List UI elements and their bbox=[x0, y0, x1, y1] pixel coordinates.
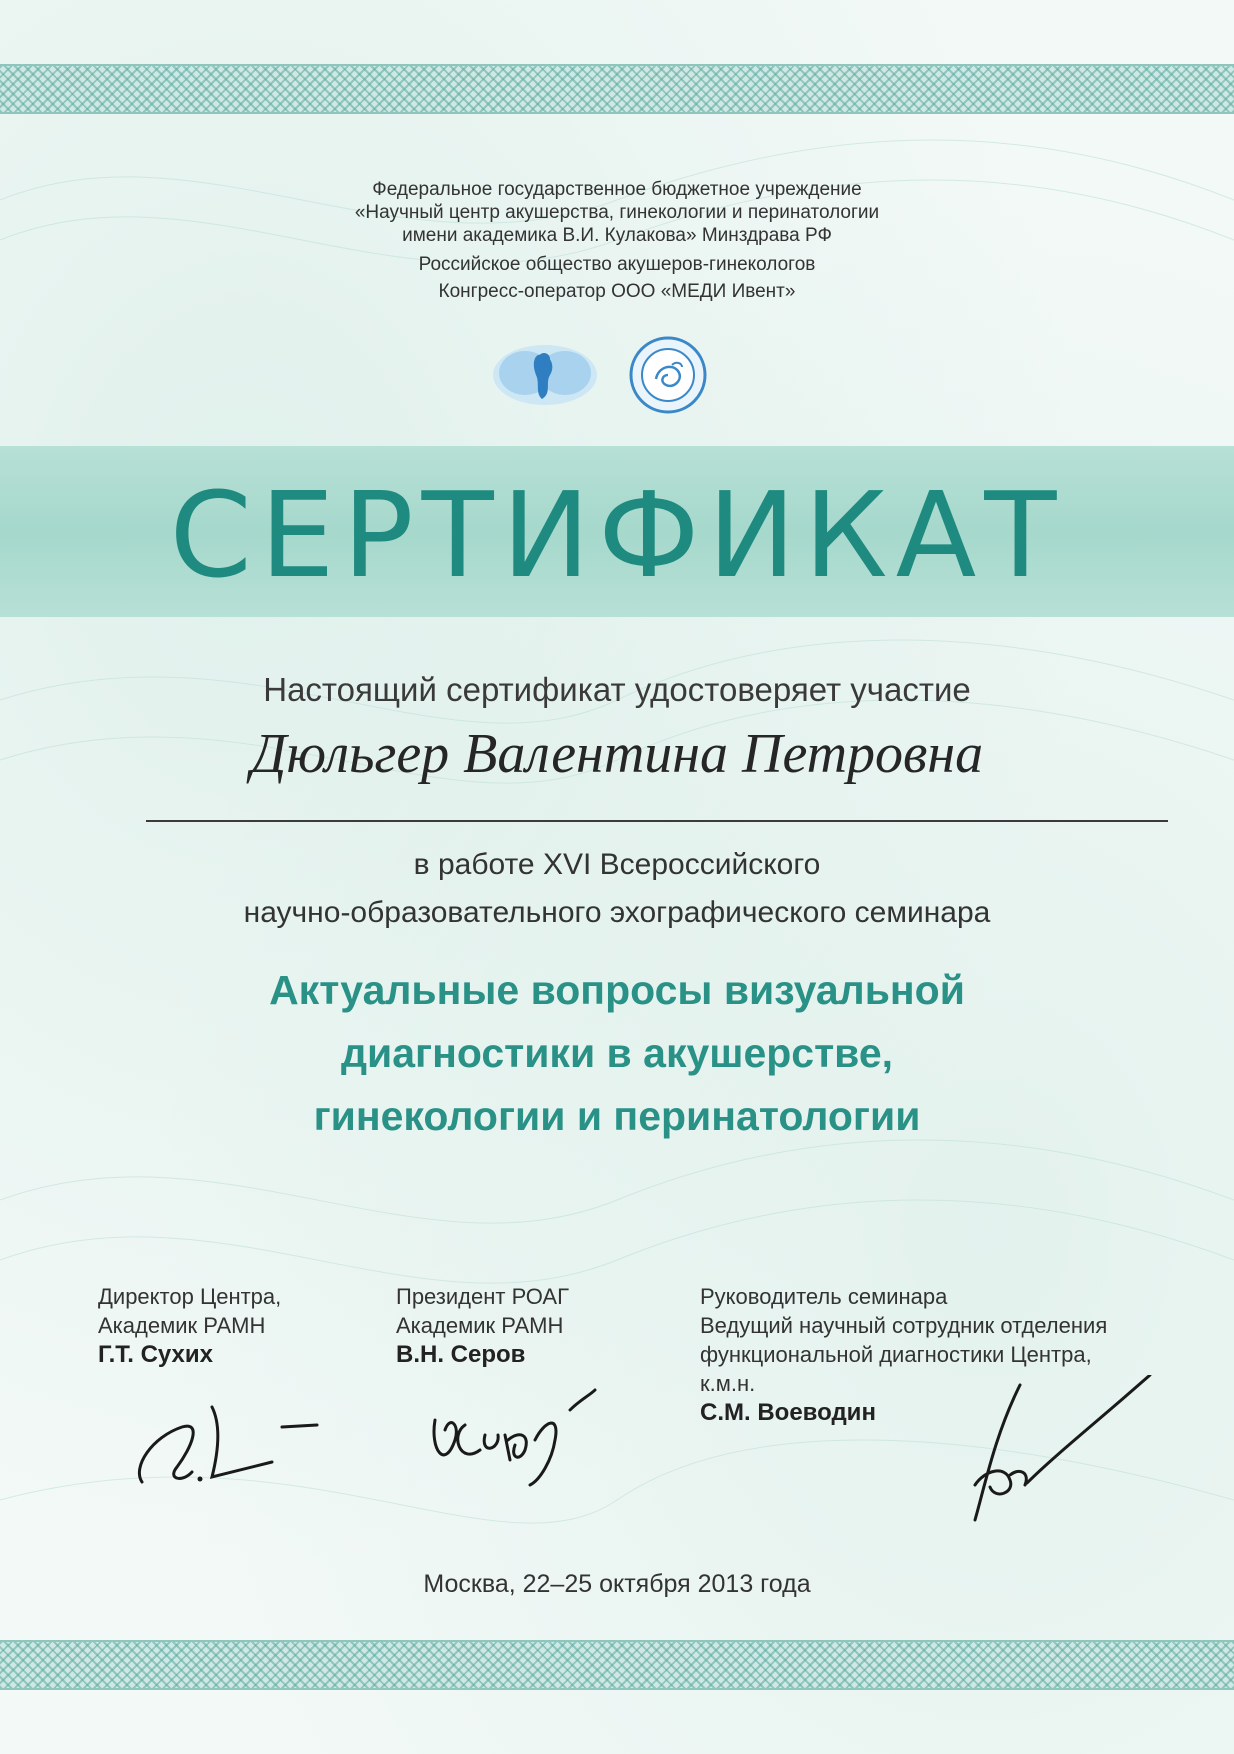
signature-serov bbox=[420, 1380, 620, 1490]
signatory-title: Президент РОАГ bbox=[396, 1284, 569, 1309]
organizer-line: Конгресс-оператор ООО «МЕДИ Ивент» bbox=[438, 281, 796, 302]
bottom-decorative-band bbox=[0, 1640, 1234, 1690]
seminar-theme-line: диагностики в акушерстве, bbox=[340, 1030, 894, 1076]
certificate-title: СЕРТИФИКАТ bbox=[169, 466, 1065, 604]
signatory-name: Г.Т. Сухих bbox=[98, 1341, 213, 1368]
signatory-president bbox=[396, 1282, 569, 1369]
signatory-title: Руководитель семинара bbox=[700, 1284, 948, 1309]
name-underline bbox=[146, 820, 1168, 822]
signatory-director bbox=[98, 1282, 281, 1369]
signatory-title: Академик РАМН bbox=[98, 1313, 266, 1338]
recipient-name: Дюльгер Валентина Петровна bbox=[250, 723, 984, 785]
signatory-title: Директор Центра, bbox=[98, 1284, 282, 1309]
event-line: научно-образовательного эхографического семинара bbox=[243, 896, 991, 929]
organizer-line: «Научный центр акушерства, гинекологии и перинатологии bbox=[354, 202, 880, 223]
signatory-title: Академик РАМН bbox=[396, 1313, 564, 1338]
signatory-name: В.Н. Серов bbox=[396, 1341, 526, 1368]
signatory-title: Ведущий научный сотрудник отделения bbox=[700, 1313, 1108, 1338]
organizer-line: Федеральное государственное бюджетное учреждение bbox=[372, 179, 862, 200]
place-and-date: Москва, 22–25 октября 2013 года bbox=[423, 1570, 811, 1598]
organizer-line: Российское общество акушеров-гинекологов bbox=[418, 254, 816, 275]
signatory-name: С.М. Воеводин bbox=[700, 1399, 876, 1426]
roag-seal-logo-icon bbox=[628, 335, 708, 415]
signatory-title: к.м.н. bbox=[700, 1371, 756, 1396]
signature-sukhikh bbox=[122, 1387, 322, 1497]
seminar-theme-line: гинекологии и перинатологии bbox=[313, 1093, 921, 1139]
organizer-line: имени академика В.И. Кулакова» Минздрава РФ bbox=[402, 225, 832, 246]
top-decorative-band bbox=[0, 64, 1234, 114]
signature-voevodin bbox=[955, 1375, 1155, 1525]
event-line: в работе XVI Всероссийского bbox=[413, 848, 821, 881]
research-center-logo-icon bbox=[490, 335, 600, 415]
signatory-title: функциональной диагностики Центра, bbox=[700, 1342, 1092, 1367]
certificate-statement: Настоящий сертификат удостоверяет участие bbox=[263, 671, 971, 708]
seminar-theme-line: Актуальные вопросы визуальной bbox=[269, 967, 965, 1013]
logos-row bbox=[0, 335, 1234, 415]
